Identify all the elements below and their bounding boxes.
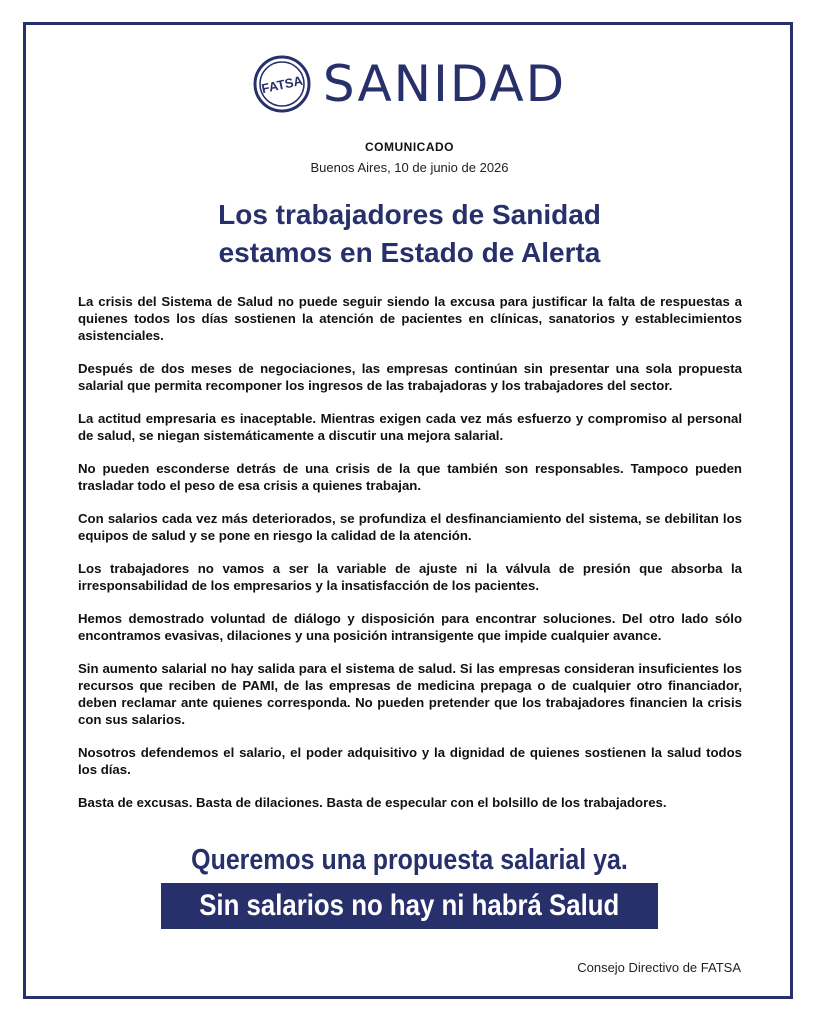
paragraph: Sin aumento salarial no hay salida para el sistema de salud. Si las empresas consideran insuficientes los recursos que reciben de PAMI, de las empresas de medicina prepaga o de cualquier otro financiador, deben reclamar ante quienes corresponda. No pueden pretender que los trabajadores financien la crisis con sus salarios. [78,661,742,727]
fatsa-seal-logo [253,55,311,113]
cta-banner [161,883,658,929]
headline [0,196,819,272]
paragraph: Los trabajadores no vamos a ser la variable de ajuste ni la válvula de presión que absorba la irresponsabilidad de los empresarios y la insatisfacción de los pacientes. [78,561,742,593]
paragraph: Basta de excusas. Basta de dilaciones. Basta de especular con el bolsillo de los trabajadores. [78,795,667,810]
header-logo [0,55,819,113]
cta-banner-text: Sin salarios no hay ni habrá Salud [199,889,620,922]
paragraph: Con salarios cada vez más deteriorados, se profundiza el desfinanciamiento del sistema, se debilitan los equipos de salud y se pone en riesgo la calidad de la atención. [78,511,742,543]
seal-text: FATSA [259,72,304,97]
document-kicker: COMUNICADO [365,140,454,154]
dateline: Buenos Aires, 10 de junio de 2026 [310,160,509,175]
brand-name: SANIDAD [322,55,567,113]
paragraph: Después de dos meses de negociaciones, las empresas continúan sin presentar una sola propuesta salarial que permita recomponer los ingresos de las trabajadoras y los trabajadores del sector. [78,361,742,393]
paragraph: La crisis del Sistema de Salud no puede seguir siendo la excusa para justificar la falta de respuestas a quienes todos los días sostienen la atención de pacientes en clínicas, sanatorios y establecimientos asistenciales. [78,294,742,343]
paragraph: La actitud empresaria es inaceptable. Mientras exigen cada vez más esfuerzo y compromiso al personal de salud, se niegan sistemáticamente a discutir una mejora salarial. [78,411,742,443]
paragraph: Nosotros defendemos el salario, el poder adquisitivo y la dignidad de quienes sostienen la salud todos los días. [78,745,742,777]
paragraph: Hemos demostrado voluntad de diálogo y disposición para encontrar soluciones. Del otro lado sólo encontramos evasivas, dilaciones y una posición intransigente que impide cualquier avance. [78,611,742,643]
paragraph: No pueden esconderse detrás de una crisis de la que también son responsables. Tampoco pueden trasladar todo el peso de esa crisis a quienes trabajan. [78,461,742,493]
body-text [78,293,742,827]
headline-line-1: Los trabajadores de Sanidad [218,199,601,230]
headline-line-2: estamos en Estado de Alerta [218,237,601,268]
cta-headline: Queremos una propuesta salarial ya. [191,844,628,876]
signature: Consejo Directivo de FATSA [577,960,741,975]
